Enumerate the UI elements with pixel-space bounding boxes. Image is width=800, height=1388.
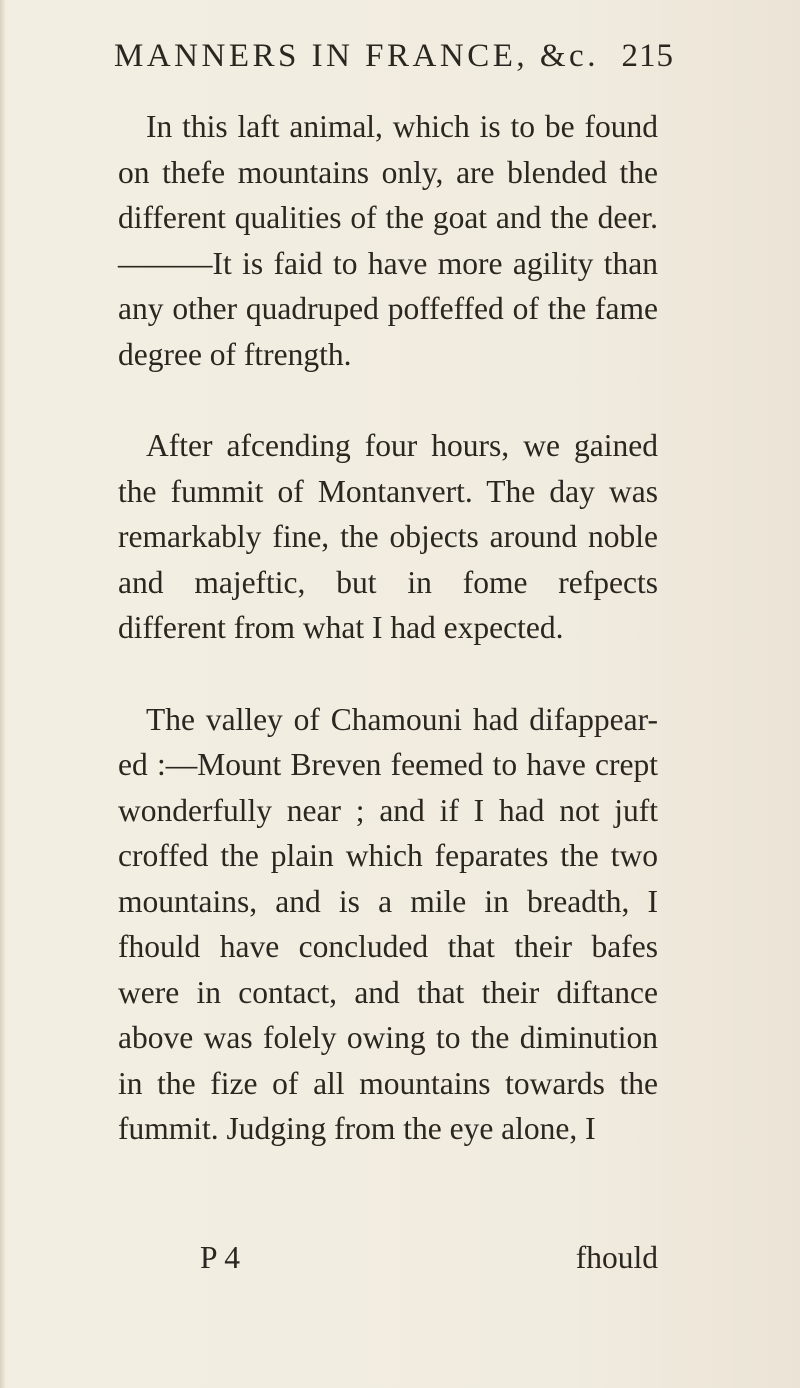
page-header: [114, 38, 674, 88]
page-gutter-shadow: [0, 0, 6, 1388]
catchword: fhould: [575, 1240, 658, 1275]
page-footer: [118, 1240, 658, 1286]
paragraph: After afcending four hours, we gained the fummit of Montanvert. The day was remarkably fine, the objects around noble and majeftic, but in fome refpects different from what I had expected.: [118, 428, 658, 645]
page-number: 215: [621, 38, 674, 74]
paragraph: The valley of Chamouni had difappear-ed :—Mount Breven feemed to have crept wonderfully near ; and if I had not juft croffed the plain which feparates the two mountains, and is a mile in breadth, I fhould have concluded that their bafes were in contact, and that their diftance above was folely owing to the diminution in the fize of all mountains towards the fummit. Judging from the eye alone, I: [118, 701, 658, 1146]
paragraph: In this laft animal, which is to be found on thefe mountains only, are blended the different qualities of the goat and the deer.———It is faid to have more agility than any other quadruped poffeffed of the fame degree of ftrength.: [118, 109, 658, 372]
signature-mark: P 4: [200, 1240, 240, 1275]
running-head: MANNERS IN FRANCE, &c.: [114, 38, 599, 74]
body-text: [118, 104, 658, 1152]
